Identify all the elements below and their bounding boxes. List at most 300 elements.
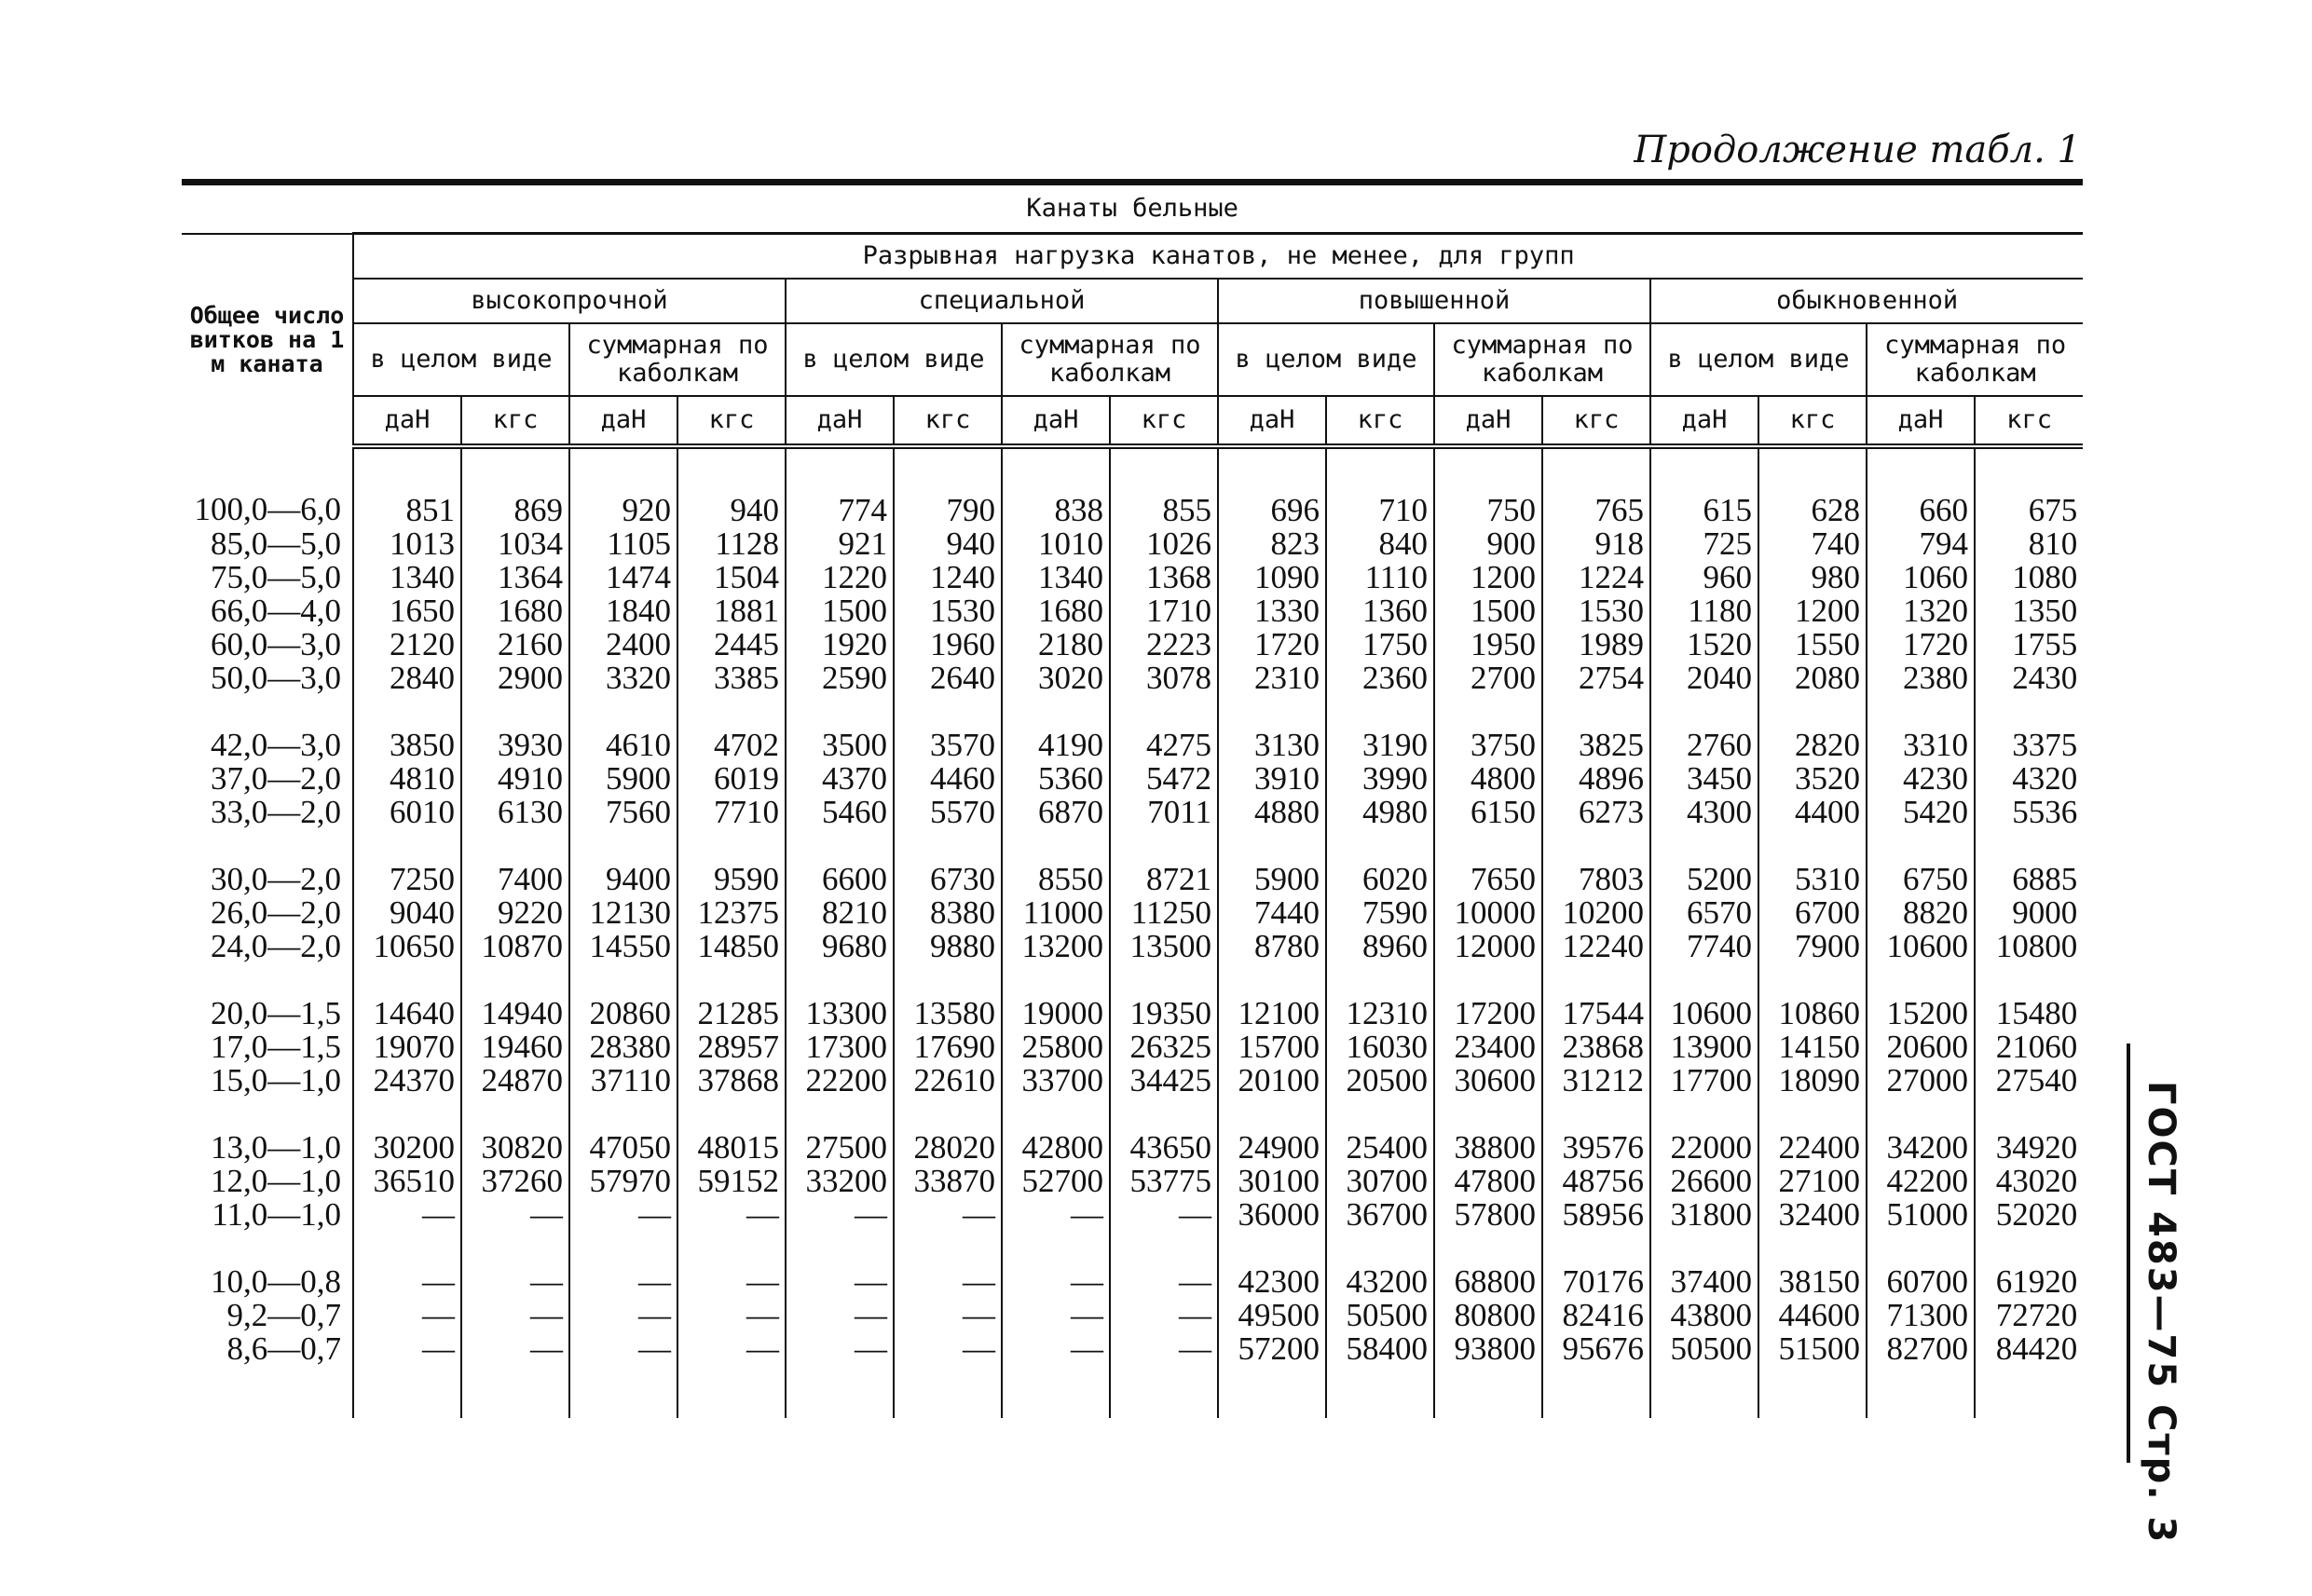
table-cell: 22610 xyxy=(894,1064,1002,1098)
row-label: 13,0—1,0 xyxy=(211,1129,341,1166)
row-label: 15,0—1,0 xyxy=(211,1062,341,1098)
table-cell: 774 xyxy=(786,446,894,527)
table-cell: 9880 xyxy=(894,930,1002,963)
table-cell: 10650 xyxy=(353,930,461,963)
table-cell: 9220 xyxy=(461,896,569,930)
table-cell: 2900 xyxy=(461,662,569,695)
table-cell: — xyxy=(786,1198,894,1232)
table-cell: 6020 xyxy=(1326,863,1434,896)
spacer-cell xyxy=(1650,1232,1758,1265)
table-cell: 72720 xyxy=(1975,1299,2083,1332)
table-cell: 1026 xyxy=(1110,527,1218,561)
table-cell: 3450 xyxy=(1650,762,1758,796)
table-cell: — xyxy=(461,1198,569,1232)
table-cell: 4896 xyxy=(1542,762,1650,796)
table-row xyxy=(182,729,2083,762)
table-cell: 37260 xyxy=(461,1165,569,1198)
unit-header: кгс xyxy=(894,396,1002,446)
table-cell: 1330 xyxy=(1218,594,1326,628)
unit-header: даН xyxy=(1218,396,1326,446)
table-cell: 3910 xyxy=(1218,762,1326,796)
table-cell: 1530 xyxy=(1542,594,1650,628)
table-cell: 765 xyxy=(1542,446,1650,527)
table-cell: 49500 xyxy=(1218,1299,1326,1332)
table-row xyxy=(182,1299,2083,1332)
spacer-cell xyxy=(677,963,786,997)
table-cell: 1128 xyxy=(677,527,786,561)
table-cell: 9400 xyxy=(569,863,677,896)
table-cell: 4230 xyxy=(1867,762,1975,796)
table-cell: 6019 xyxy=(677,762,786,796)
row-spacer xyxy=(182,1098,2083,1131)
table-cell: 17700 xyxy=(1650,1064,1758,1098)
table-cell: 790 xyxy=(894,446,1002,527)
spacer-cell xyxy=(182,963,353,997)
table-cell: 9680 xyxy=(786,930,894,963)
table-cell: 840 xyxy=(1326,527,1434,561)
unit-header: даН xyxy=(353,396,461,446)
row-label: 100,0—6,0 xyxy=(194,490,341,527)
spacer-cell xyxy=(786,1232,894,1265)
table-cell: 940 xyxy=(894,527,1002,561)
table-cell: 71300 xyxy=(1867,1299,1975,1332)
table-cell: — xyxy=(569,1332,677,1418)
table-cell: 4275 xyxy=(1110,729,1218,762)
table-row xyxy=(182,594,2083,628)
table-cell: 838 xyxy=(1002,446,1110,527)
table-cell: 6700 xyxy=(1758,896,1867,930)
spacer-cell xyxy=(1542,1232,1650,1265)
table-cell: 1650 xyxy=(353,594,461,628)
table-cell: 1530 xyxy=(894,594,1002,628)
table-cell: 30600 xyxy=(1434,1064,1542,1098)
spacer-cell xyxy=(894,1098,1002,1131)
table-cell: 4880 xyxy=(1218,796,1326,829)
table-cell: 1200 xyxy=(1758,594,1867,628)
table-cell: 23400 xyxy=(1434,1030,1542,1064)
row-label: 17,0—1,5 xyxy=(211,1029,341,1065)
table-cell: 43020 xyxy=(1975,1165,2083,1198)
table-cell: — xyxy=(461,1265,569,1299)
table-cell: 10600 xyxy=(1867,930,1975,963)
spacer-cell xyxy=(353,1098,461,1131)
table-cell: 12310 xyxy=(1326,997,1434,1030)
table-cell: 7900 xyxy=(1758,930,1867,963)
subgroup-header: в целом виде xyxy=(1650,323,1867,396)
table-cell: — xyxy=(677,1332,786,1418)
table-row xyxy=(182,796,2083,829)
table-cell: 5420 xyxy=(1867,796,1975,829)
table-cell: 851 xyxy=(353,446,461,527)
table-row xyxy=(182,1198,2083,1232)
table-cell: 8550 xyxy=(1002,863,1110,896)
row-label: 12,0—1,0 xyxy=(211,1163,341,1199)
table-cell: 16030 xyxy=(1326,1030,1434,1064)
table-cell: 19000 xyxy=(1002,997,1110,1030)
table-cell: 2360 xyxy=(1326,662,1434,695)
table-cell: — xyxy=(894,1299,1002,1332)
table-cell: 52700 xyxy=(1002,1165,1110,1198)
table-cell: 2400 xyxy=(569,628,677,662)
group-header: высокопрочной xyxy=(353,279,786,323)
spacer-cell xyxy=(569,829,677,863)
table-cell: — xyxy=(894,1198,1002,1232)
table-cell: 13900 xyxy=(1650,1030,1758,1064)
table-cell: 12130 xyxy=(569,896,677,930)
table-body xyxy=(182,446,2083,1418)
table-cell: 30700 xyxy=(1326,1165,1434,1198)
table-cell: 1240 xyxy=(894,561,1002,594)
table-cell: 33200 xyxy=(786,1165,894,1198)
table-cell: 4370 xyxy=(786,762,894,796)
spacer-cell xyxy=(1326,1098,1434,1131)
spacer-cell xyxy=(1758,1232,1867,1265)
table-cell: 1010 xyxy=(1002,527,1110,561)
table-row xyxy=(182,1265,2083,1299)
table-cell: — xyxy=(353,1299,461,1332)
row-label: 37,0—2,0 xyxy=(211,760,341,797)
table-cell: 61920 xyxy=(1975,1265,2083,1299)
table-cell: 2640 xyxy=(894,662,1002,695)
table-cell: — xyxy=(1002,1299,1110,1332)
table-cell: 1364 xyxy=(461,561,569,594)
table-cell: 34920 xyxy=(1975,1131,2083,1165)
spacer-cell xyxy=(569,695,677,729)
table-cell: 1504 xyxy=(677,561,786,594)
spacer-cell xyxy=(1218,829,1326,863)
table-cell: 6150 xyxy=(1434,796,1542,829)
subgroup-header: суммарная по каболкам xyxy=(1434,323,1650,396)
table-cell: 18090 xyxy=(1758,1064,1867,1098)
table-cell: 47800 xyxy=(1434,1165,1542,1198)
unit-header: даН xyxy=(1434,396,1542,446)
table-cell: 57800 xyxy=(1434,1198,1542,1232)
spacer-cell xyxy=(1434,1098,1542,1131)
spacer-cell xyxy=(182,695,353,729)
spacer-cell xyxy=(1002,1232,1110,1265)
table-cell: 4460 xyxy=(894,762,1002,796)
row-label: 8,6—0,7 xyxy=(226,1330,341,1367)
row-label: 26,0—2,0 xyxy=(211,894,341,931)
table-cell: 3930 xyxy=(461,729,569,762)
table-cell: 5472 xyxy=(1110,762,1218,796)
spacer-cell xyxy=(786,963,894,997)
load-header: Разрывная нагрузка канатов, не менее, для групп xyxy=(353,234,2083,280)
table-cell: 50500 xyxy=(1326,1299,1434,1332)
group-header: обыкновенной xyxy=(1650,279,2083,323)
table-cell: 21285 xyxy=(677,997,786,1030)
spacer-cell xyxy=(569,1098,677,1131)
subgroup-header: суммарная по каболкам xyxy=(1002,323,1218,396)
table-cell: — xyxy=(569,1198,677,1232)
spacer-cell xyxy=(677,695,786,729)
table-cell: 19460 xyxy=(461,1030,569,1064)
table-cell: 11000 xyxy=(1002,896,1110,930)
table-cell: 70176 xyxy=(1542,1265,1650,1299)
spacer-cell xyxy=(461,1232,569,1265)
table-cell: 14850 xyxy=(677,930,786,963)
table-cell: 1950 xyxy=(1434,628,1542,662)
table-cell: 38150 xyxy=(1758,1265,1867,1299)
table-cell: 30200 xyxy=(353,1131,461,1165)
table-cell: 17300 xyxy=(786,1030,894,1064)
table-cell: 34200 xyxy=(1867,1131,1975,1165)
table-cell: 900 xyxy=(1434,527,1542,561)
table-cell: 1755 xyxy=(1975,628,2083,662)
table-cell: 1368 xyxy=(1110,561,1218,594)
table-cell: 10860 xyxy=(1758,997,1867,1030)
table-cell: 17690 xyxy=(894,1030,1002,1064)
table-cell: 675 xyxy=(1975,446,2083,527)
spacer-cell xyxy=(1867,1232,1975,1265)
table-cell: 855 xyxy=(1110,446,1218,527)
table-cell: 42800 xyxy=(1002,1131,1110,1165)
table-cell: 22400 xyxy=(1758,1131,1867,1165)
table-cell: 3190 xyxy=(1326,729,1434,762)
table-cell: 4702 xyxy=(677,729,786,762)
table-cell: 23868 xyxy=(1542,1030,1650,1064)
table-cell: 58956 xyxy=(1542,1198,1650,1232)
table-cell: 27500 xyxy=(786,1131,894,1165)
subgroup-header: суммарная по каболкам xyxy=(569,323,786,396)
table-cell: 28957 xyxy=(677,1030,786,1064)
table-cell: 6750 xyxy=(1867,863,1975,896)
table-cell: 57200 xyxy=(1218,1332,1326,1418)
table-cell: 7250 xyxy=(353,863,461,896)
unit-header: кгс xyxy=(677,396,786,446)
table-cell: 1960 xyxy=(894,628,1002,662)
spacer-cell xyxy=(677,1232,786,1265)
spacer-cell xyxy=(1002,963,1110,997)
table-cell: 43650 xyxy=(1110,1131,1218,1165)
table-row xyxy=(182,662,2083,695)
table-cell: 68800 xyxy=(1434,1265,1542,1299)
table-cell: 36000 xyxy=(1218,1198,1326,1232)
table-cell: 6010 xyxy=(353,796,461,829)
row-label: 85,0—5,0 xyxy=(211,525,341,562)
unit-header: даН xyxy=(1867,396,1975,446)
table-cell: 60700 xyxy=(1867,1265,1975,1299)
table-cell: 37110 xyxy=(569,1064,677,1098)
spacer-cell xyxy=(353,1232,461,1265)
table-cell: 725 xyxy=(1650,527,1758,561)
table-cell: 3520 xyxy=(1758,762,1867,796)
table-cell: 8820 xyxy=(1867,896,1975,930)
spacer-cell xyxy=(894,963,1002,997)
table-cell: 17200 xyxy=(1434,997,1542,1030)
table-cell: 15700 xyxy=(1218,1030,1326,1064)
table-cell: 27100 xyxy=(1758,1165,1867,1198)
table-cell: 3130 xyxy=(1218,729,1326,762)
spacer-cell xyxy=(1650,963,1758,997)
table-cell: — xyxy=(894,1265,1002,1299)
unit-header: кгс xyxy=(1110,396,1218,446)
table-cell: 14940 xyxy=(461,997,569,1030)
table-cell: 9590 xyxy=(677,863,786,896)
table-cell: — xyxy=(786,1265,894,1299)
spacer-cell xyxy=(1002,1098,1110,1131)
table-cell: 710 xyxy=(1326,446,1434,527)
spacer-cell xyxy=(1542,1098,1650,1131)
table-cell: 43800 xyxy=(1650,1299,1758,1332)
unit-header: кгс xyxy=(1975,396,2083,446)
table-cell: 1224 xyxy=(1542,561,1650,594)
spacer-cell xyxy=(1975,963,2083,997)
spacer-cell xyxy=(1002,829,1110,863)
table-cell: 1090 xyxy=(1218,561,1326,594)
table-cell: 5200 xyxy=(1650,863,1758,896)
row-spacer xyxy=(182,829,2083,863)
continuation-label: Продолжение табл. 1 xyxy=(1634,129,2081,171)
table-cell: 5536 xyxy=(1975,796,2083,829)
table-cell: 3320 xyxy=(569,662,677,695)
table-row xyxy=(182,762,2083,796)
table-cell: 940 xyxy=(677,446,786,527)
table-cell: 10870 xyxy=(461,930,569,963)
spacer-cell xyxy=(1650,829,1758,863)
table-cell: 26325 xyxy=(1110,1030,1218,1064)
spacer-cell xyxy=(1542,963,1650,997)
table-cell: — xyxy=(569,1299,677,1332)
spacer-cell xyxy=(894,829,1002,863)
spacer-cell xyxy=(1650,1098,1758,1131)
table-cell: 980 xyxy=(1758,561,1867,594)
unit-header: даН xyxy=(1002,396,1110,446)
row-label: 42,0—3,0 xyxy=(211,727,341,763)
table-cell: 84420 xyxy=(1975,1332,2083,1418)
table-cell: 43200 xyxy=(1326,1265,1434,1299)
table-cell: 8210 xyxy=(786,896,894,930)
table-cell: — xyxy=(353,1265,461,1299)
spacer-cell xyxy=(1434,829,1542,863)
table-cell: 2160 xyxy=(461,628,569,662)
table-cell: 1840 xyxy=(569,594,677,628)
table-cell: 15200 xyxy=(1867,997,1975,1030)
table-cell: 44600 xyxy=(1758,1299,1867,1332)
table-cell: 6730 xyxy=(894,863,1002,896)
table-row xyxy=(182,1131,2083,1165)
spacer-cell xyxy=(1218,1232,1326,1265)
table-cell: 13300 xyxy=(786,997,894,1030)
table-row xyxy=(182,997,2083,1030)
table-cell: 2080 xyxy=(1758,662,1867,695)
table-cell: 960 xyxy=(1650,561,1758,594)
table-cell: 1550 xyxy=(1758,628,1867,662)
table-cell: — xyxy=(1110,1332,1218,1418)
row-label: 9,2—0,7 xyxy=(226,1297,341,1333)
table-cell: 823 xyxy=(1218,527,1326,561)
table-cell: 2754 xyxy=(1542,662,1650,695)
table-cell: 3850 xyxy=(353,729,461,762)
table-cell: 13580 xyxy=(894,997,1002,1030)
table-cell: 2310 xyxy=(1218,662,1326,695)
table-cell: 7650 xyxy=(1434,863,1542,896)
spacer-cell xyxy=(1758,1098,1867,1131)
table-cell: — xyxy=(569,1265,677,1299)
table-cell: 37400 xyxy=(1650,1265,1758,1299)
table-cell: 4980 xyxy=(1326,796,1434,829)
table-cell: 810 xyxy=(1975,527,2083,561)
table-cell: 1200 xyxy=(1434,561,1542,594)
table-cell: 3385 xyxy=(677,662,786,695)
table-cell: 5570 xyxy=(894,796,1002,829)
spacer-cell xyxy=(1758,829,1867,863)
table-cell: 11250 xyxy=(1110,896,1218,930)
subgroup-header: в целом виде xyxy=(786,323,1002,396)
table-cell: 1710 xyxy=(1110,594,1218,628)
table-cell: 6570 xyxy=(1650,896,1758,930)
spacer-cell xyxy=(786,829,894,863)
row-spacer xyxy=(182,963,2083,997)
table-cell: — xyxy=(677,1198,786,1232)
table-cell: 2700 xyxy=(1434,662,1542,695)
spacer-cell xyxy=(1434,963,1542,997)
table-cell: — xyxy=(1002,1332,1110,1418)
spacer-cell xyxy=(182,829,353,863)
table-cell: 1500 xyxy=(786,594,894,628)
table-cell: 3570 xyxy=(894,729,1002,762)
spacer-cell xyxy=(894,695,1002,729)
table-cell: — xyxy=(1110,1265,1218,1299)
spacer-cell xyxy=(1218,695,1326,729)
row-label: 20,0—1,5 xyxy=(211,995,341,1031)
spacer-cell xyxy=(1975,829,2083,863)
table-cell: 47050 xyxy=(569,1131,677,1165)
table-cell: 9000 xyxy=(1975,896,2083,930)
table-cell: 1360 xyxy=(1326,594,1434,628)
table-cell: 58400 xyxy=(1326,1332,1434,1418)
unit-header: кгс xyxy=(461,396,569,446)
table-cell: 95676 xyxy=(1542,1332,1650,1418)
table-cell: 1500 xyxy=(1434,594,1542,628)
spacer-cell xyxy=(1326,829,1434,863)
table-cell: 1520 xyxy=(1650,628,1758,662)
table-cell: — xyxy=(353,1198,461,1232)
table-cell: 2760 xyxy=(1650,729,1758,762)
table-cell: 1474 xyxy=(569,561,677,594)
table-cell: 6870 xyxy=(1002,796,1110,829)
table-cell: 4400 xyxy=(1758,796,1867,829)
row-label: 50,0—3,0 xyxy=(211,660,341,696)
table-cell: 9040 xyxy=(353,896,461,930)
table-cell: 1989 xyxy=(1542,628,1650,662)
table-cell: 1680 xyxy=(1002,594,1110,628)
spacer-cell xyxy=(1326,1232,1434,1265)
table-cell: 3750 xyxy=(1434,729,1542,762)
table-cell: 82700 xyxy=(1867,1332,1975,1418)
table-cell: 7590 xyxy=(1326,896,1434,930)
spacer-cell xyxy=(461,1098,569,1131)
table-row xyxy=(182,561,2083,594)
table-cell: 4190 xyxy=(1002,729,1110,762)
table-cell: 2120 xyxy=(353,628,461,662)
table-cell: 1034 xyxy=(461,527,569,561)
table-cell: — xyxy=(461,1332,569,1418)
spacer-cell xyxy=(1867,1098,1975,1131)
table-cell: 10200 xyxy=(1542,896,1650,930)
table-cell: 48015 xyxy=(677,1131,786,1165)
table-cell: 14550 xyxy=(569,930,677,963)
table-cell: 3500 xyxy=(786,729,894,762)
table-cell: 2590 xyxy=(786,662,894,695)
table-cell: 6885 xyxy=(1975,863,2083,896)
table-cell: 10800 xyxy=(1975,930,2083,963)
table-cell: 21060 xyxy=(1975,1030,2083,1064)
table-cell: 3375 xyxy=(1975,729,2083,762)
stub-header: Общее число витков на 1 м каната xyxy=(189,302,345,378)
spacer-cell xyxy=(1758,695,1867,729)
table-cell: 93800 xyxy=(1434,1332,1542,1418)
